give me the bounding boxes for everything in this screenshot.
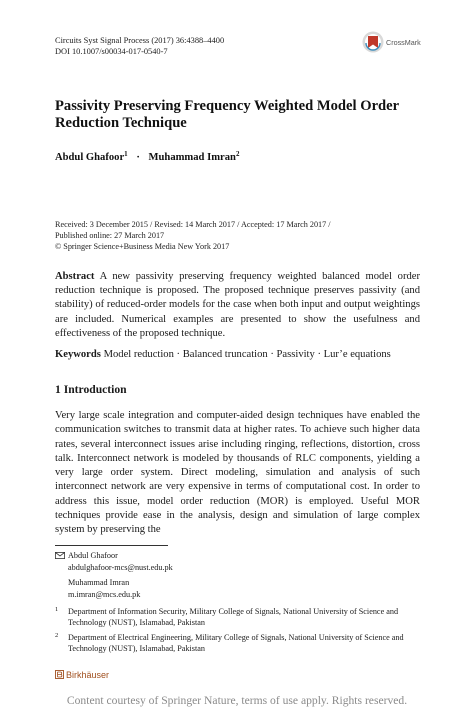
journal-line: Circuits Syst Signal Process (2017) 36:4388–4400 — [55, 36, 225, 45]
abstract — [55, 270, 420, 341]
correspondence-details — [68, 550, 173, 600]
affiliation-marker: 2 — [235, 150, 240, 158]
affiliation-text: Department of Information Security, Military College of Signals, National University of Science and Technology (NUST), Islamabad, Pakistan — [68, 607, 399, 628]
affiliation-number: 1 — [55, 606, 59, 613]
paper-title: Passivity Preserving Frequency Weighted Model Order Reduction Technique — [55, 98, 399, 131]
publisher-logo — [55, 670, 109, 680]
envelope-icon — [55, 552, 65, 559]
author-name[interactable]: Muhammad Imran — [148, 152, 236, 163]
doi-line: DOI 10.1007/s00034-017-0540-7 — [55, 47, 168, 56]
keywords-text: Model reduction · Balanced truncation · Passivity · Lur’e equations — [103, 349, 391, 360]
crossmark-label: CrossMark — [386, 38, 421, 47]
publication-history — [55, 219, 331, 252]
keywords-label: Keywords — [55, 349, 101, 360]
publisher-name: Birkhäuser — [66, 670, 110, 680]
journal-citation — [55, 35, 224, 57]
email-link[interactable]: m.imran@mcs.edu.pk — [68, 589, 141, 599]
dates-line: Received: 3 December 2015 / Revised: 14 March 2017 / Accepted: 17 March 2017 / — [55, 220, 331, 229]
crossmark-badge[interactable] — [362, 30, 424, 56]
crossmark-icon — [362, 31, 384, 53]
courtesy-footer: Content courtesy of Springer Nature, terms of use apply. Rights reserved. — [66, 694, 408, 707]
copyright-line: © Springer Science+Business Media New York 2017 — [55, 242, 230, 251]
coauthor-name: Muhammad Imran — [68, 578, 130, 587]
published-line: Published online: 27 March 2017 — [55, 231, 165, 240]
corresponding-author-name: Abdul Ghafoor — [68, 551, 118, 560]
author-name[interactable]: Abdul Ghafoor — [55, 152, 125, 163]
abstract-text: A new passivity preserving frequency weighted balanced model order reduction technique is proposed. The proposed technique preserves passivity (and stability) of reduced-order models for the case when both input and output weightings are included. Numerical examples are presented to show the usefulness and effectiveness of the proposed technique. — [55, 271, 420, 339]
keywords — [55, 349, 435, 360]
email-link[interactable]: abdulghafoor-mcs@nust.edu.pk — [68, 562, 173, 572]
footnote-divider — [55, 545, 168, 546]
affiliation-number: 2 — [55, 632, 59, 639]
section-heading: 1 Introduction — [55, 383, 127, 396]
birkhauser-icon — [55, 670, 64, 679]
affiliation-marker: 1 — [124, 150, 128, 158]
author-list — [55, 150, 239, 163]
section-body: Very large scale integration and computer-aided design techniques have enabled the communication switches to transmit data at higher rates. To achieve such higher data rates, several interconnect issues arise including ringing, reflections, distortion, cross talk. Interconnect network is modeled by thousands of RLC components, yielding a very large order system. Direct modeling, simulation and analysis of such interconnect network are very expensive in terms of computational cost. In order to address this issue, model order reduction (MOR) is employed. Useful MOR techniques provide ease in the analysis, design and simulation of large complex system by preserving the — [55, 410, 420, 536]
abstract-label: Abstract — [55, 271, 95, 282]
affiliation-text: Department of Electrical Engineering, Military College of Signals, National University of Science and Technology (NUST), Islamabad, Pakistan — [68, 633, 404, 654]
author-separator: · — [136, 152, 140, 163]
